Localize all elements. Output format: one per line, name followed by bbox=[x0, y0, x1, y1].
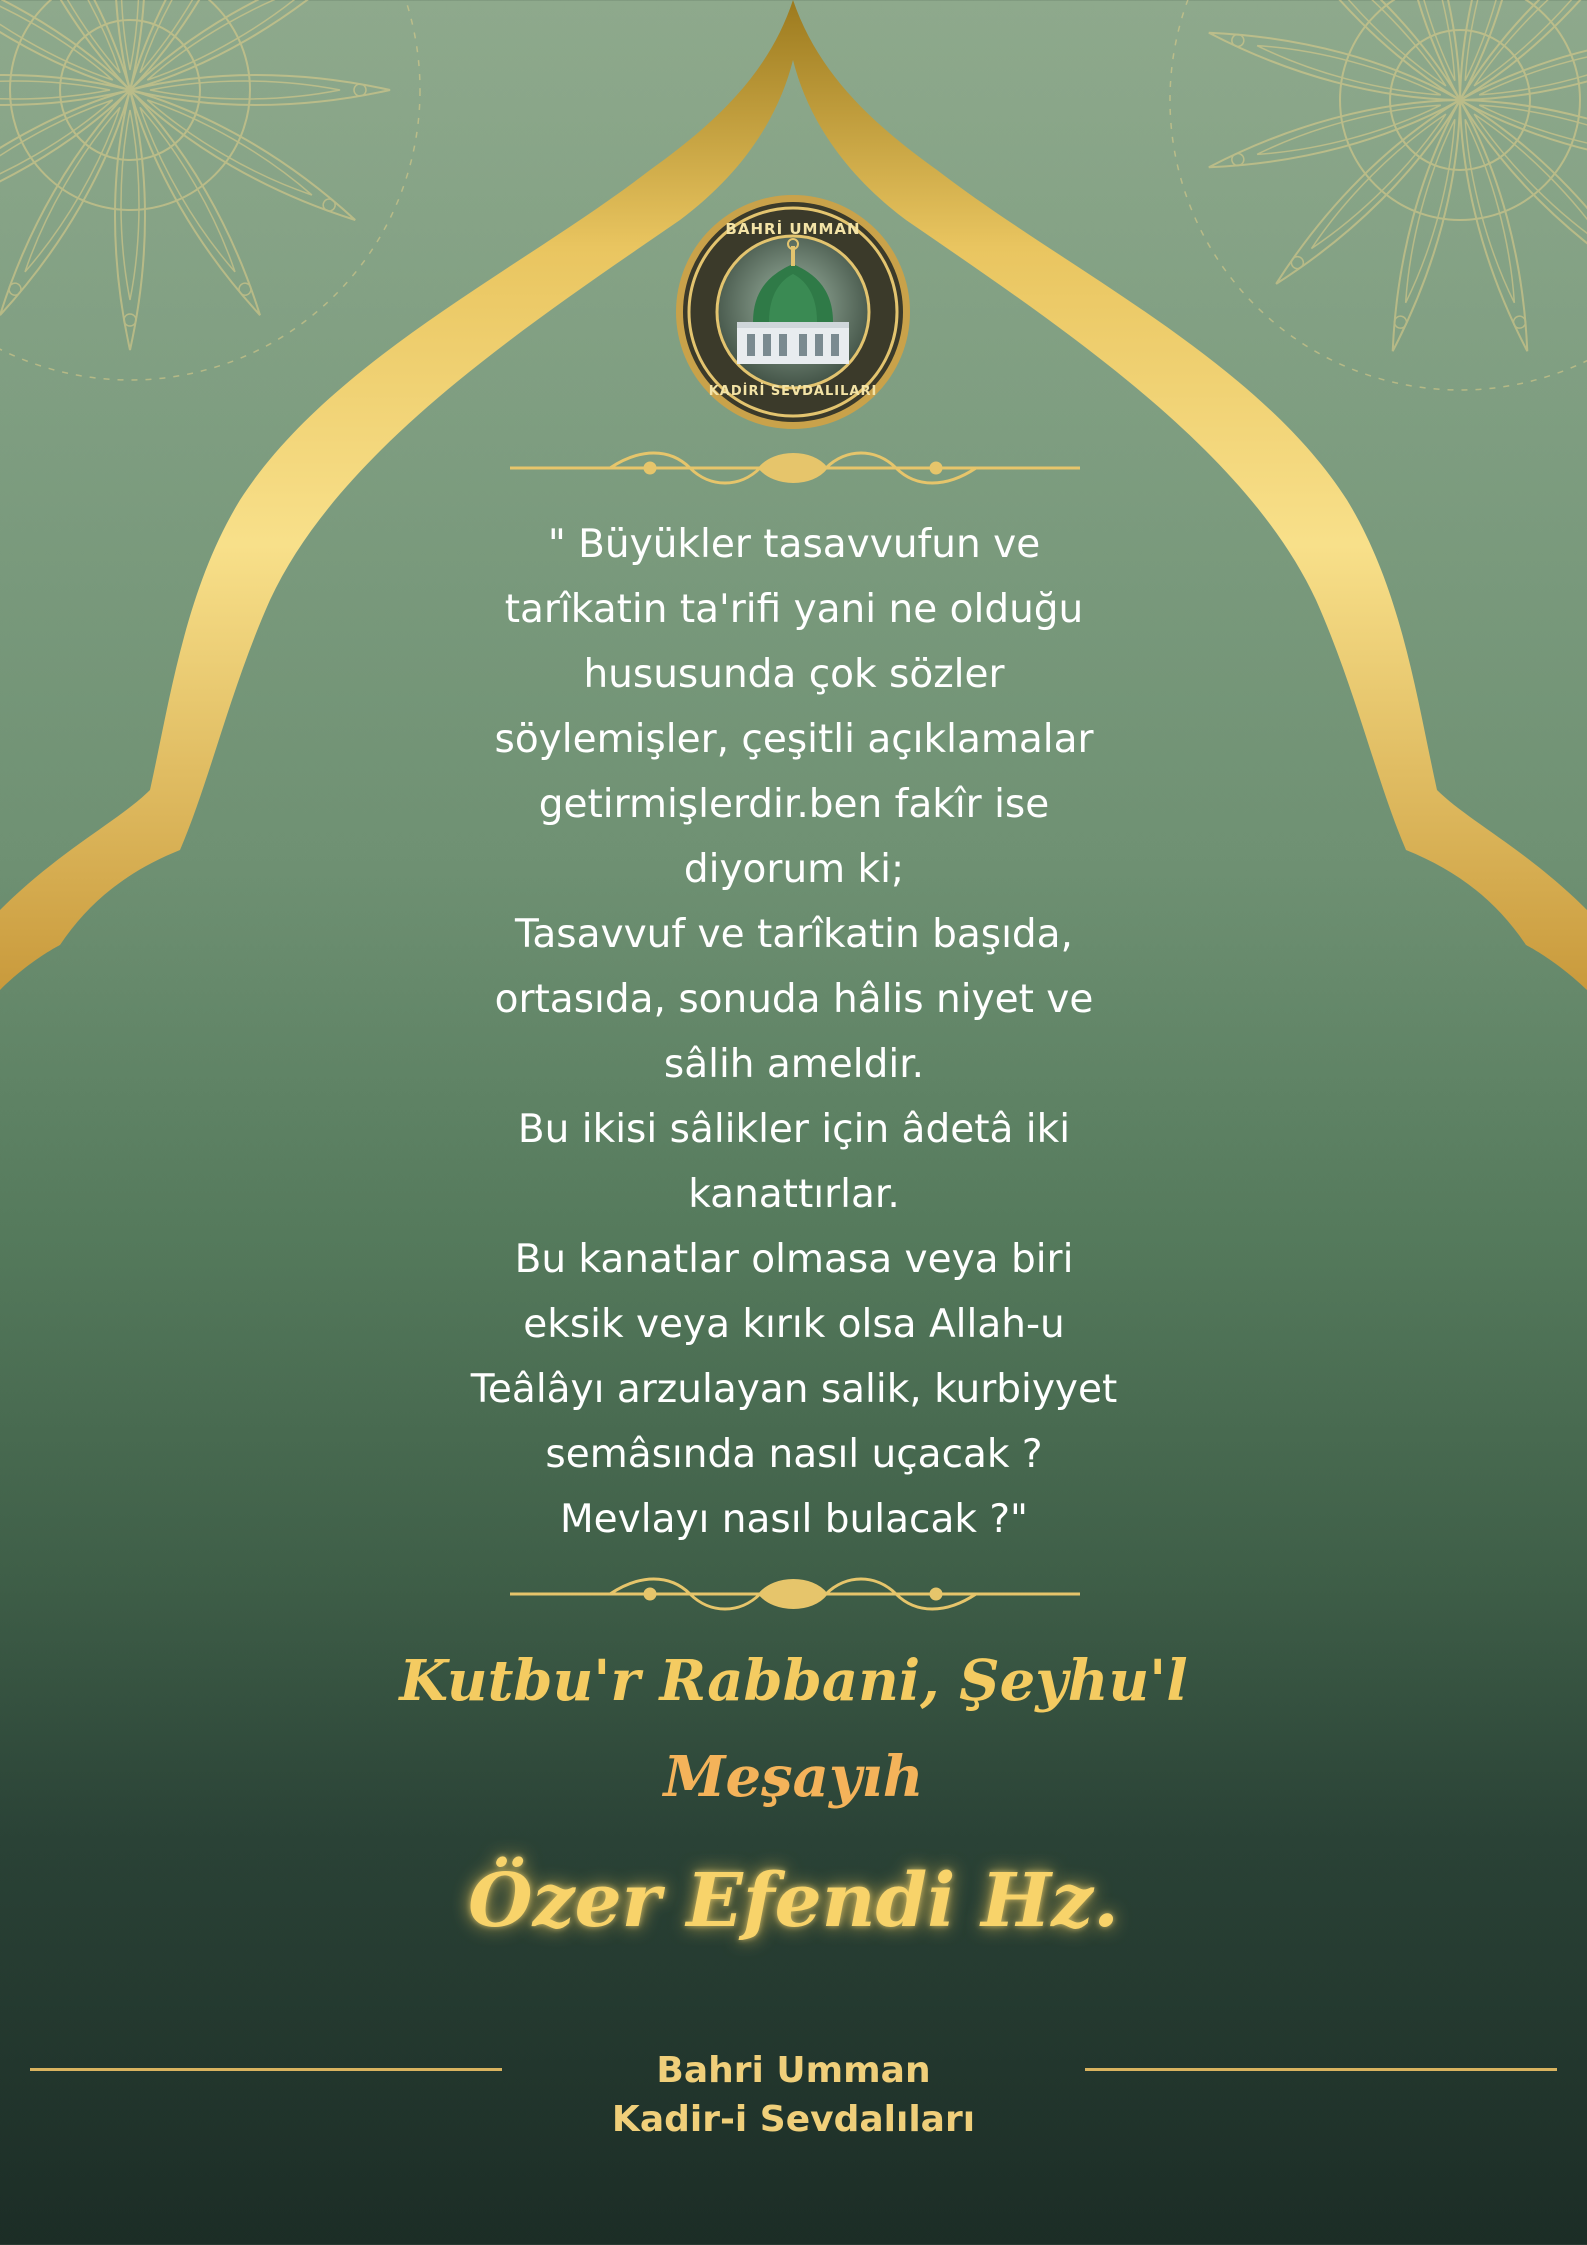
quote-line: Teâlâyı arzulayan salik, kurbiyyet bbox=[470, 1367, 1118, 1412]
quote-line: Bu kanatlar olmasa veya biri bbox=[514, 1237, 1074, 1282]
emblem-bottom-text: KADİRİ SEVDALILARI bbox=[708, 384, 878, 399]
quote-line: hususunda çok sözler bbox=[583, 652, 1005, 697]
quote-line: eksik veya kırık olsa Allah-u bbox=[523, 1302, 1065, 1347]
quote-line: " Büyükler tasavvufun ve bbox=[547, 522, 1041, 567]
quote-line: getirmişlerdir.ben fakîr ise bbox=[538, 782, 1050, 827]
author-name: Özer Efendi Hz. bbox=[468, 1858, 1119, 1944]
footer-brand-line2: Kadir-i Sevdalıları bbox=[611, 2099, 976, 2140]
quote-line: semâsında nasıl uçacak ? bbox=[545, 1432, 1043, 1477]
quote-text bbox=[380, 512, 1208, 1552]
footer-divider-right bbox=[1085, 2068, 1557, 2071]
quote-line: Bu ikisi sâlikler için âdetâ iki bbox=[517, 1107, 1071, 1152]
author-title-line2: Meşayıh bbox=[663, 1744, 924, 1810]
footer-brand-line1: Bahri Umman bbox=[656, 2050, 931, 2091]
quote-line: Mevlayı nasıl bulacak ?" bbox=[560, 1497, 1028, 1542]
quote-line: kanattırlar. bbox=[688, 1172, 900, 1217]
emblem-top-text: BAHRİ UMMAN bbox=[725, 220, 861, 238]
footer-divider-left bbox=[30, 2068, 502, 2071]
quote-line: Tasavvuf ve tarîkatin başıda, bbox=[515, 912, 1073, 957]
quote-line: diyorum ki; bbox=[683, 847, 905, 892]
quote-line: söylemişler, çeşitli açıklamalar bbox=[494, 717, 1094, 762]
quote-line: sâlih ameldir. bbox=[663, 1042, 925, 1087]
quote-line: tarîkatin ta'rifi yani ne olduğu bbox=[504, 587, 1084, 632]
author-title-line1: Kutbu'r Rabbani, Şeyhu'l bbox=[399, 1648, 1188, 1714]
quote-line: ortasıda, sonuda hâlis niyet ve bbox=[494, 977, 1094, 1022]
